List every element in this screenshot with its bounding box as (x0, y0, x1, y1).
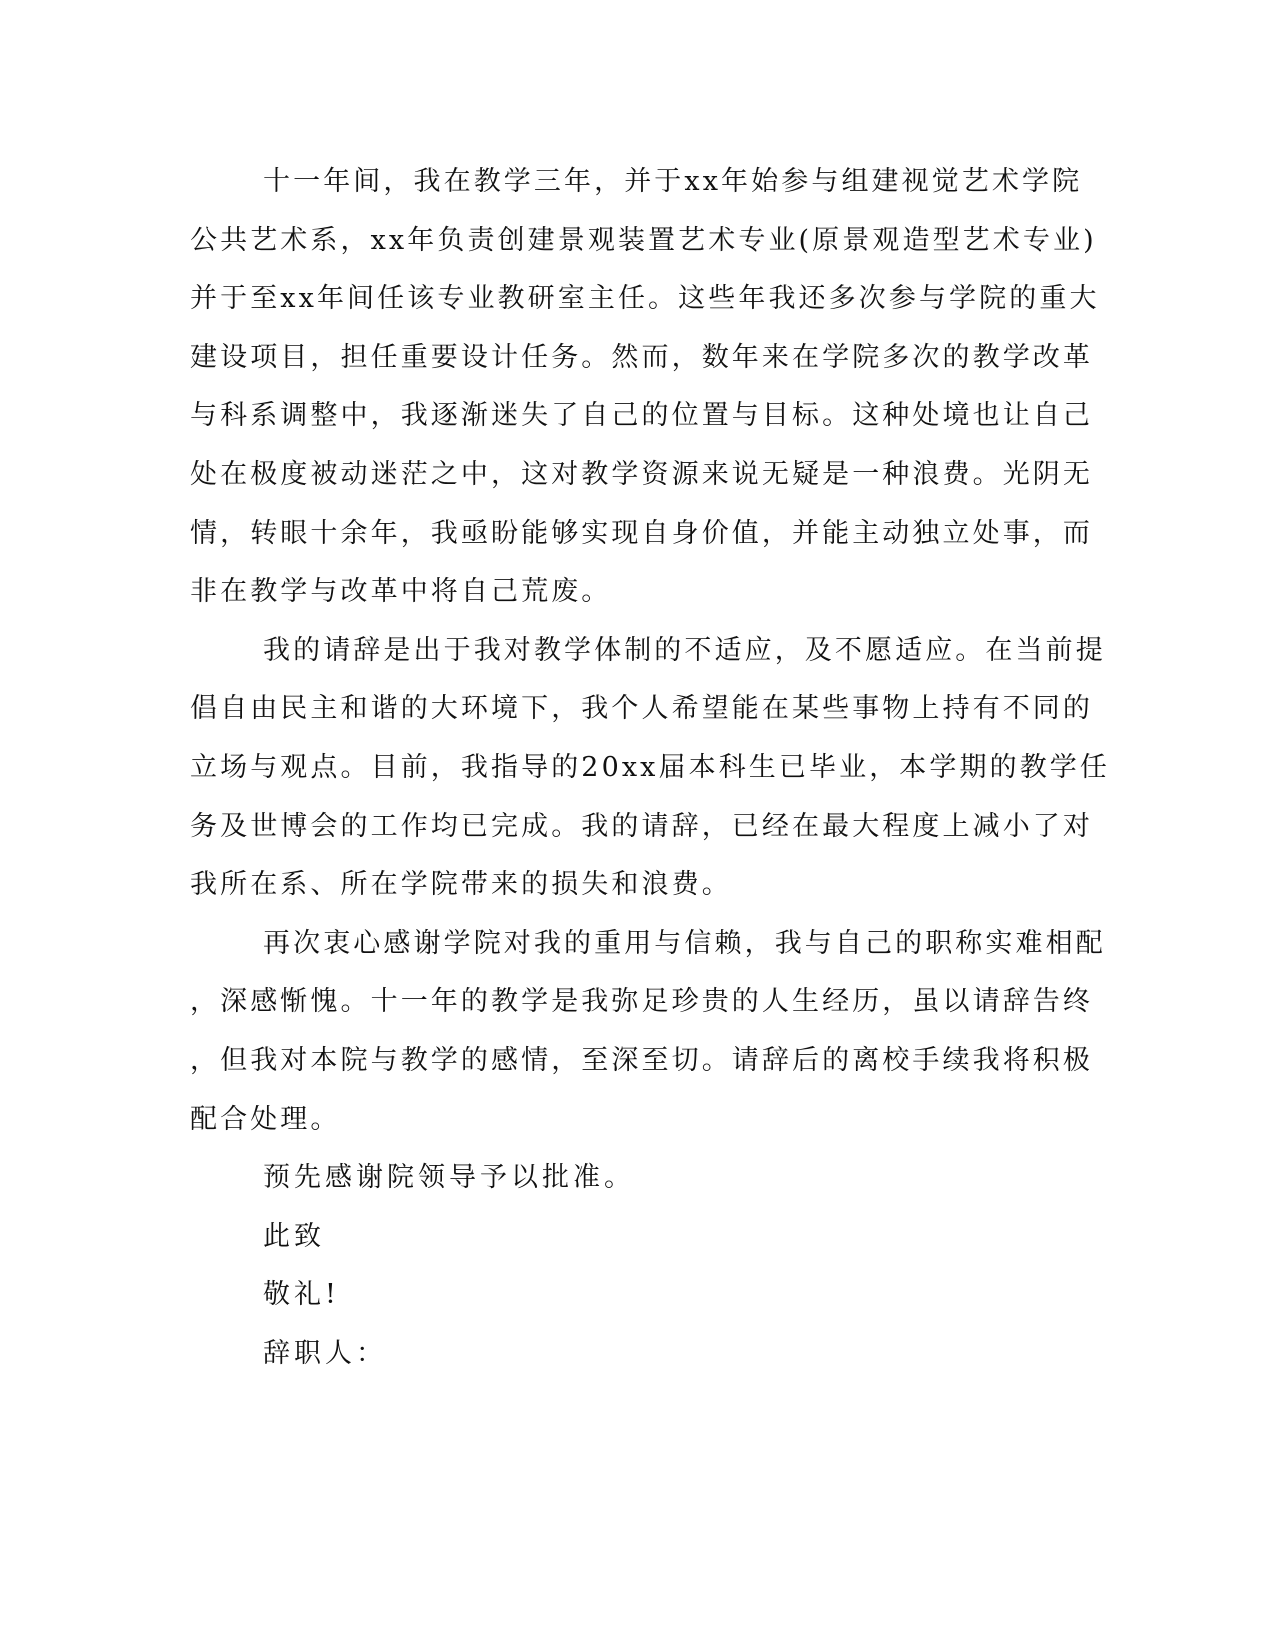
paragraph-3-line-1: 再次衷心感谢学院对我的重用与信赖，我与自己的职称实难相配 (263, 928, 1106, 959)
closing-regards: 敬礼! (263, 1279, 340, 1310)
paragraph-1-line-8: 非在教学与改革中将自己荒废。 (190, 576, 612, 607)
paragraph-1-line-7: 情，转眼十余年，我亟盼能够实现自身价值，并能主动独立处事，而 (190, 518, 1093, 549)
signature-label: 辞职人： (263, 1338, 387, 1369)
paragraph-1-line-6: 处在极度被动迷茫之中，这对教学资源来说无疑是一种浪费。光阴无 (190, 459, 1093, 490)
paragraph-3-line-3: ，但我对本院与教学的感情，至深至切。请辞后的离校手续我将积极 (190, 1045, 1093, 1076)
paragraph-1-line-2: 公共艺术系，xx年负责创建景观装置艺术专业(原景观造型艺术专业) (190, 225, 1097, 256)
thanks-line: 预先感谢院领导予以批准。 (263, 1162, 635, 1193)
paragraph-2-line-3: 立场与观点。目前，我指导的20xx届本科生已毕业，本学期的教学任 (190, 752, 1111, 783)
paragraph-1-line-5: 与科系调整中，我逐渐迷失了自己的位置与目标。这种处境也让自己 (190, 400, 1093, 431)
paragraph-1-line-1: 十一年间，我在教学三年，并于xx年始参与组建视觉艺术学院 (263, 166, 1083, 197)
paragraph-2-line-1: 我的请辞是出于我对教学体制的不适应，及不愿适应。在当前提 (263, 635, 1106, 666)
paragraph-3-line-4: 配合处理。 (190, 1104, 341, 1135)
closing-salutation: 此致 (263, 1221, 325, 1252)
paragraph-2-line-5: 我所在系、所在学院带来的损失和浪费。 (190, 869, 732, 900)
paragraph-1-line-3: 并于至xx年间任该专业教研室主任。这些年我还多次参与学院的重大 (190, 283, 1100, 314)
paragraph-1-line-4: 建设项目，担任重要设计任务。然而，数年来在学院多次的教学改革 (190, 342, 1093, 373)
paragraph-2-line-2: 倡自由民主和谐的大环境下，我个人希望能在某些事物上持有不同的 (190, 693, 1093, 724)
paragraph-3-line-2: ，深感惭愧。十一年的教学是我弥足珍贵的人生经历，虽以请辞告终 (190, 986, 1093, 1017)
paragraph-2-line-4: 务及世博会的工作均已完成。我的请辞，已经在最大程度上减小了对 (190, 811, 1093, 842)
